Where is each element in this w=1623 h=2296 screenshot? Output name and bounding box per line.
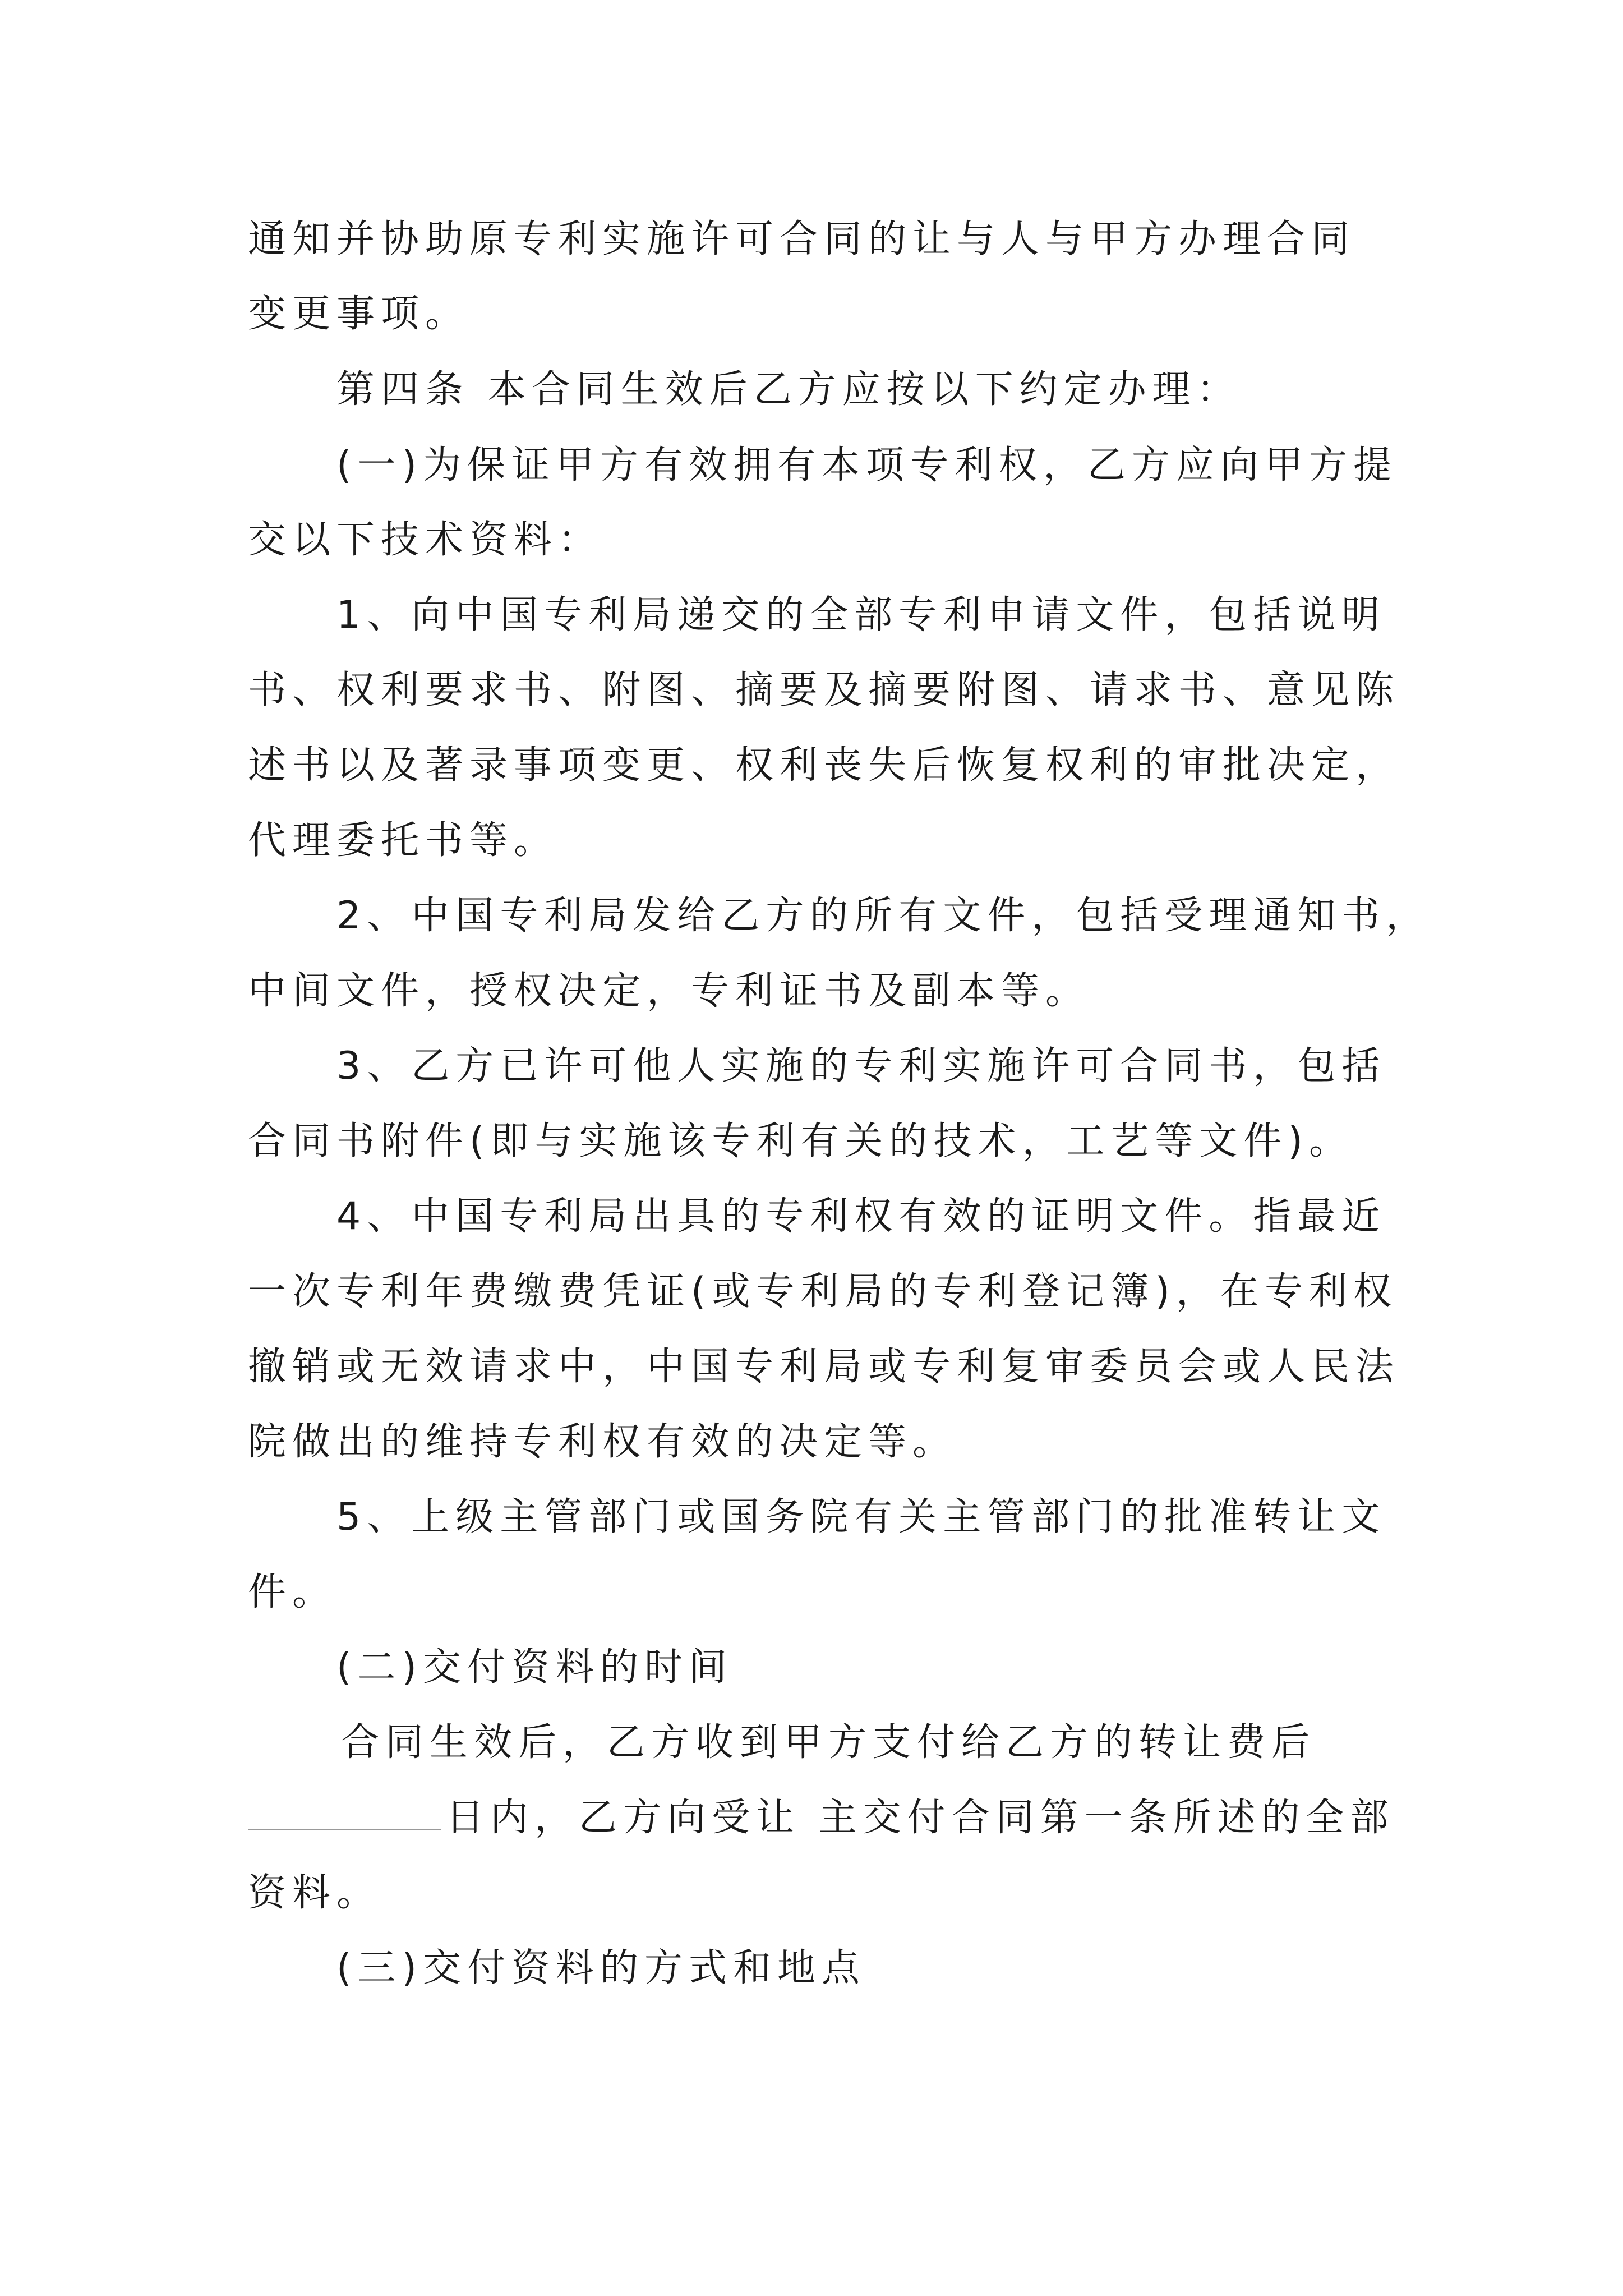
item-1-line-4: 代理委托书等。 <box>248 818 559 863</box>
delivery-time-line-3: 资料。 <box>248 1871 381 1915</box>
section-3-heading: (三)交付资料的方式和地点 <box>336 1946 866 1990</box>
item-1-line-3: 述书以及著录事项变更、权利丧失后恢复权利的审批决定， <box>248 743 1400 788</box>
item-5-line-1: 5、上级主管部门或国务院有关主管部门的批准转让文 <box>336 1495 1386 1539</box>
item-1-line-1: 1、向中国专利局递交的全部专利申请文件，包括说明 <box>336 593 1386 637</box>
item-2-line-2: 中间文件，授权决定，专利证书及副本等。 <box>248 969 1090 1013</box>
delivery-time-line-2 <box>248 1793 1395 1843</box>
item-3-line-1: 3、乙方已许可他人实施的专利实施许可合同书，包括 <box>336 1044 1386 1088</box>
item-4-line-2: 一次专利年费缴费凭证(或专利局的专利登记簿)，在专利权 <box>248 1269 1398 1314</box>
item-4-line-3: 撤销或无效请求中，中国专利局或专利复审委员会或人民法 <box>248 1345 1400 1389</box>
text-line-1: 通知并协助原专利实施许可合同的让与人与甲方办理合同 <box>248 217 1356 261</box>
section-2-heading: (二)交付资料的时间 <box>336 1645 734 1690</box>
delivery-time-line-1: 合同生效后，乙方收到甲方支付给乙方的转让费后 <box>341 1720 1316 1765</box>
item-4-line-1: 4、中国专利局出具的专利权有效的证明文件。指最近 <box>336 1194 1386 1239</box>
item-3-line-2: 合同书附件(即与实施该专利有关的技术，工艺等文件)。 <box>248 1119 1354 1163</box>
text-line-4: (一)为保证甲方有效拥有本项专利权，乙方应向甲方提 <box>336 443 1398 487</box>
item-2-line-1: 2、中国专利局发给乙方的所有文件，包括受理通知书， <box>336 894 1431 938</box>
item-4-line-4: 院做出的维持专利权有效的决定等。 <box>248 1420 957 1464</box>
text-line-2: 变更事项。 <box>248 292 470 336</box>
text-line-5: 交以下技术资料： <box>248 518 603 562</box>
item-1-line-2: 书、权利要求书、附图、摘要及摘要附图、请求书、意见陈 <box>248 668 1400 712</box>
article-4-heading: 第四条 本合同生效后乙方应按以下约定办理： <box>336 367 1241 412</box>
delivery-time-line-2-text: 日内，乙方向受让 主交付合同第一条所述的全部 <box>446 1796 1395 1840</box>
item-5-line-2: 件。 <box>248 1570 337 1614</box>
fill-in-blank <box>248 1826 441 1830</box>
